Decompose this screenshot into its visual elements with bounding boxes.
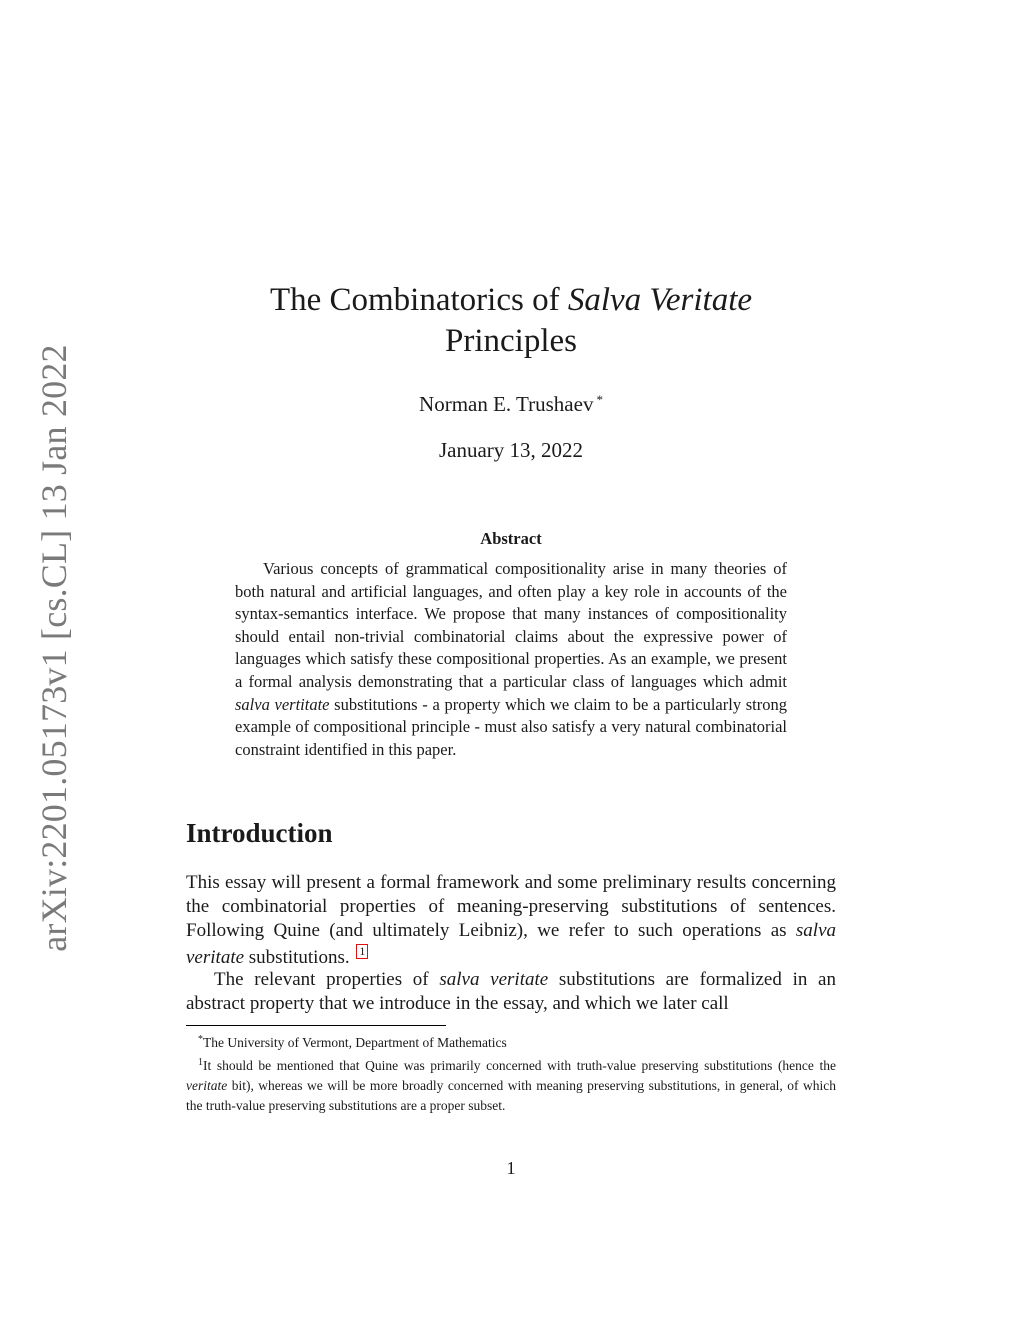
footnote-affiliation	[186, 1030, 836, 1053]
author-line	[186, 392, 836, 417]
abstract-heading: Abstract	[480, 529, 542, 548]
abstract-italic: salva vertitate	[235, 694, 330, 714]
title-part-1: The Combinatorics of	[269, 282, 568, 318]
footnote-1-italic: veritate	[186, 1078, 228, 1093]
para1-italic: salva veritate	[186, 920, 836, 968]
footnote-1-text-2: bit), whereas we will be more broadly concerned with meaning preserving substitutions, in general, of which the truth-value preserving substitutions are a proper subset.	[186, 1078, 836, 1113]
title-part-2: Principles	[445, 323, 577, 359]
abstract-text-2: substitutions - a property which we claim to be a particularly strong example of compositional principle - must also satisfy a very natural combinatorial constraint identified in this paper.	[235, 694, 787, 759]
arxiv-identifier-stamp: arXiv:2201.05173v1 [cs.CL] 13 Jan 2022	[34, 344, 74, 952]
footnote-affiliation-text: The University of Vermont, Department of Mathematics	[203, 1035, 507, 1050]
paper-title	[186, 280, 836, 362]
footnotes	[186, 1030, 836, 1116]
author-name: Norman E. Trushaev	[419, 392, 594, 416]
footnote-divider	[186, 1025, 446, 1026]
abstract-text-1: Various concepts of grammatical compositionality arise in many theories of both natural and artificial languages, and often play a key role in accounts of the syntax-semantics interface. We propose that many instances of compositionality should entail non-trivial combinatorial claims about the expressive power of languages which satisfy these compositional properties. As an example, we present a formal analysis demonstrating that a particular class of languages which admit	[235, 559, 787, 691]
para1-text-2: substitutions.	[244, 946, 355, 968]
footnote-1-mark: 1	[198, 1057, 203, 1068]
footnote-1	[186, 1053, 836, 1116]
title-italic: Salva Veritate	[567, 282, 753, 318]
para2-text-1: The relevant properties of	[214, 969, 440, 990]
intro-paragraph-2	[186, 968, 836, 1016]
page-number: 1	[506, 1158, 516, 1178]
para2-italic: salva veritate	[439, 969, 549, 990]
para1-text-1: This essay will present a formal framework and some preliminary results concerning the combinatorial properties of meaning-preserving substitutions of sentences. Following Quine (and ultimately Leibniz), we refer to such operations as	[186, 872, 836, 942]
author-footnote-mark[interactable]: *	[596, 392, 603, 407]
abstract-body	[235, 558, 787, 761]
footnote-1-link[interactable]: 1	[356, 944, 368, 959]
section-heading-introduction: Introduction	[186, 818, 333, 848]
footnote-1-text-1: It should be mentioned that Quine was primarily concerned with truth-value preserving substitutions (hence the	[203, 1058, 836, 1073]
footnote-star-mark: *	[198, 1034, 203, 1045]
para2-text-2: substitutions are formalized in an abstract property that we introduce in the essay, and which we later call	[186, 969, 836, 1015]
intro-paragraph-1	[186, 871, 836, 970]
publication-date: January 13, 2022	[438, 438, 584, 462]
